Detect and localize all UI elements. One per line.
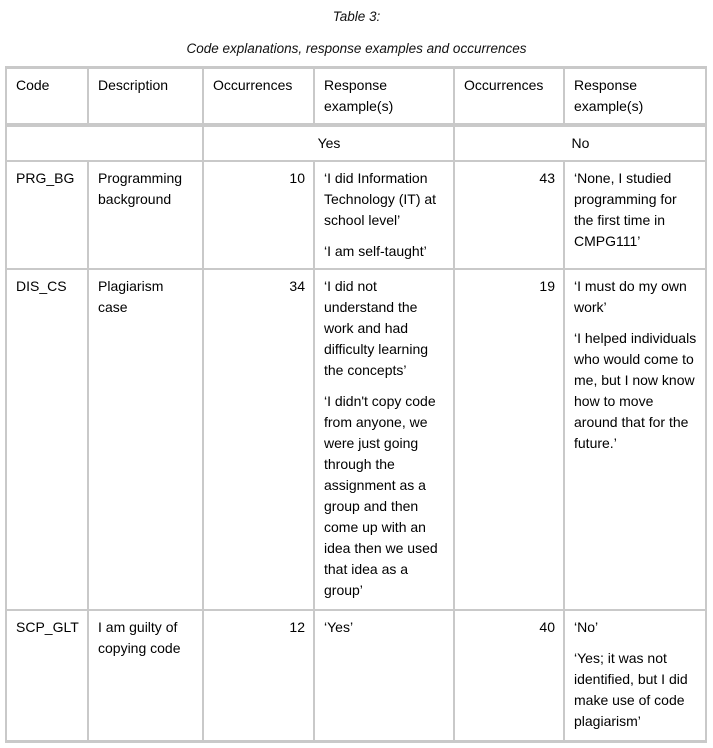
yes-examples-cell [314, 161, 454, 269]
response-example: ‘I did not understand the work and had difficulty learning the concepts’ [324, 278, 429, 378]
response-example: ‘I helped individuals who would come to me, but I now know how to move around that for the future.’ [574, 330, 697, 451]
response-example: ‘None, I studied programming for the first time in CMPG111’ [574, 170, 677, 249]
response-example: ‘Yes; it was not identified, but I did make use of code plagiarism’ [574, 650, 688, 729]
group-header-no: No [454, 125, 706, 161]
code-cell: PRG_BG [6, 161, 88, 269]
description-cell: I am guilty of copying code [88, 610, 203, 741]
group-header-row [6, 125, 706, 161]
response-example: ‘No’ [574, 619, 599, 635]
description-cell: Plagiarism case [88, 269, 203, 610]
description-cell: Programming background [88, 161, 203, 269]
column-header-response-no: Response example(s) [564, 68, 706, 126]
yes-occurrences-cell: 34 [203, 269, 314, 610]
response-example: ‘I did Information Technology (IT) at school level’ [324, 170, 437, 228]
code-cell: SCP_GLT [6, 610, 88, 741]
occurrences-table [5, 66, 707, 743]
column-header-response-yes: Response example(s) [314, 68, 454, 126]
table-row [6, 161, 706, 269]
column-header-description: Description [88, 68, 203, 126]
group-header-yes: Yes [203, 125, 454, 161]
table-caption-label: Table 3: [332, 9, 381, 24]
no-occurrences-cell: 40 [454, 610, 564, 741]
group-header-empty [6, 125, 203, 161]
no-examples-cell [564, 610, 706, 741]
header-row [6, 68, 706, 126]
no-occurrences-cell: 19 [454, 269, 564, 610]
no-examples-cell [564, 161, 706, 269]
response-example: ‘I didn't copy code from anyone, we were just going through the assignment as a group and then come up with an idea then we used that idea as a group’ [324, 393, 438, 598]
yes-examples-cell [314, 610, 454, 741]
column-header-occurrences-yes: Occurrences [203, 68, 314, 126]
table-row [6, 269, 706, 610]
yes-occurrences-cell: 12 [203, 610, 314, 741]
yes-occurrences-cell: 10 [203, 161, 314, 269]
yes-examples-cell [314, 269, 454, 610]
table-row [6, 610, 706, 741]
response-example: ‘I am self-taught’ [324, 243, 427, 259]
code-cell: DIS_CS [6, 269, 88, 610]
no-examples-cell [564, 269, 706, 610]
no-occurrences-cell: 43 [454, 161, 564, 269]
column-header-occurrences-no: Occurrences [454, 68, 564, 126]
column-header-code: Code [6, 68, 88, 126]
response-example: ‘Yes’ [324, 619, 354, 635]
response-example: ‘I must do my own work’ [574, 278, 687, 315]
table-caption-title: Code explanations, response examples and occurrences [186, 41, 527, 56]
